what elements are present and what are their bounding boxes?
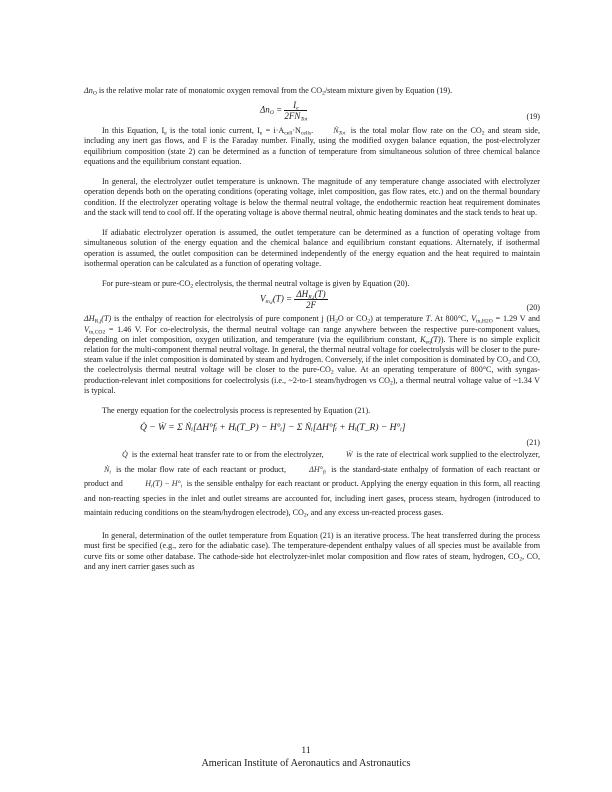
paper-body: [84, 86, 540, 572]
equation-20-number: (20): [526, 303, 540, 313]
n-i-symbol: Ṅ$_i$: [104, 464, 111, 476]
w-dot-symbol: Ẇ: [345, 450, 353, 460]
paragraph-thermal-neutral: $\Delta H_{R,j}(T)$ is the enthalpy of reaction for electrolysis of pure component j ($H_2O$ or $CO_2$) at temperature T. At 800°C, $V_{tn,H2O} = 1.29$ V and $V_{tn,CO2} = 1.46$ V. For co-electrolysis, the thermal neutral voltage can range anywhere between the respective pure-component values, depending on inlet composition, oxygen utilization, and temperature (via the equilibrium constant, $K_{eq}(T)$). There is no simple explicit relation for the multi-component thermal neutral voltage. In general, the thermal neutral voltage for coelectrolysis will be closer to the pure-steam value if the inlet composition is dominated by steam and hydrogen. Conversely, if the inlet composition is dominated by $CO_2$ and CO, the coelectrolysis thermal neutral voltage will be closer to the pure-$CO_2$ value. At an operating temperature of 800°C, with syngas-production-relevant inlet compositions for coelectrolysis (i.e., ~2-to-1 steam/hydrogen vs $CO_2$), a thermal neutral voltage value of ~1.34 V is typical.: [84, 314, 540, 395]
paragraph-delta-n: $\Delta n_O$ is the relative molar rate of monatomic oxygen removal from the $CO_2$/steam mixture given by Equation (19).: [84, 86, 453, 97]
equation-19-body: $\Delta n_O$ = $\frac{I_e}{2FN_{Tot}}$: [260, 100, 308, 123]
sensible-enthalpy-symbol: $H_i(T) - H^\circ_i$: [145, 479, 183, 490]
equation-20-body: $V_{tn,j}(T)$ = $\frac{\Delta H_{R,j}(T)}{2F}$: [260, 289, 326, 311]
equation-21: [84, 416, 540, 448]
equation-20-fraction: $\frac{\Delta H_{R,j}(T)}{2F}$: [296, 289, 326, 311]
q-dot-symbol: Q̇: [122, 450, 128, 460]
paragraph-energy-terms: Q̇ is the external heat transfer rate to or from the electrolyzer, Ẇ is the rate of electrical work supplied to the electrolyzer, Ṅ$_i$ is the molar flow rate of each reactant or product, $\Delta H^\circ_{fi}$ is the standard-state enthalpy of formation of each reactant or product and $H_i(T) - H^\circ_i$ is the sensible enthalpy for each reactant or product. Applying the energy equation in this form, all reacting and non-reacting species in the inlet and outlet streams are accounted for, including inert gases, process steam, hydrogen (introduced to maintain reducing conditions on the steam/hydrogen electrode), $CO_2$, and any excess un-reacted process gases.: [84, 450, 540, 519]
equation-21-body: Q̇ − Ẇ = Σ Ṅᵢ[ΔH°fᵢ + Hᵢ(T_P) − H°ᵢ] − Σ Ṅᵢ[ΔH°fᵢ + Hᵢ(T_R) − H°ᵢ]: [140, 423, 406, 434]
equation-19-number: (19): [526, 112, 540, 122]
paragraph-energy-equation: The energy equation for the coelectrolysis process is represented by Equation (21).: [102, 406, 371, 416]
paragraph-ionic-current: In this Equation, $I_e$ is the total ionic current, $I_e = i\cdot A_{cell}\cdot N_{cells}$. Ṅ$_{Tot}$ is the total molar flow rate on the $CO_2$ and steam side, including any inert gas flows, and F is the Faraday number. Finally, using the modified oxygen balance equation, the post-electrolyzer equilibrium composition (state 2) can be determined as a function of temperature from simultaneous solution of three chemical balance equations and the equilibrium constant equation.: [84, 126, 541, 166]
paragraph-pure-steam: For pure-steam or pure-$CO_2$ electrolysis, the thermal neutral voltage is given by Equation (20).: [102, 279, 410, 290]
equation-19-fraction: $\frac{I_e}{2FN_{Tot}}$: [284, 100, 308, 123]
n-tot-symbol: Ṅ$_{Tot}$: [333, 126, 346, 137]
paragraph-outlet-temperature: In general, the electrolyzer outlet temperature is unknown. The magnitude of any temperature change associated with electrolyzer operation depends both on the operating conditions (operating voltage, inlet composition, gas flow rates, etc.) and on the thermal boundary condition. If the electrolyzer operating voltage is below the thermal neutral voltage, the endothermic reaction heat requirement dominates and the stack will tend to cool off. If the operating voltage is above thermal neutral, ohmic heating dominates and the stack tends to heat up.: [84, 177, 540, 217]
page-number: 11: [301, 746, 311, 756]
paragraph-iterative-process: In general, determination of the outlet temperature from Equation (21) is an iterative process. The heat transferred during the process must first be specified (e.g., zero for the adiabatic case). The temperature-dependent enthalpy values of all species must be available from curve fits or some other database. The cathode-side hot electrolyzer-inlet molar composition and flow rates of steam, hydrogen, $CO_2$, CO, and any inert carrier gases such as: [84, 531, 540, 571]
equation-21-number: (21): [526, 438, 540, 448]
paragraph-adiabatic: If adiabatic electrolyzer operation is assumed, the outlet temperature can be determined as a function of operating voltage from simultaneous solution of the energy equation and the chemical balance and equilibrium constant equations. Alternately, if isothermal operation is assumed, the outlet composition can be determined independently of the energy equation and the heat required to maintain isothermal operation can be calculated as a function of operating voltage.: [84, 228, 540, 268]
equation-20: [84, 289, 540, 311]
formation-enthalpy-symbol: $\Delta H^\circ_{fi}$: [309, 464, 326, 476]
equation-19: [84, 96, 540, 126]
footer-organization: American Institute of Aeronautics and Astronautics: [201, 758, 411, 769]
